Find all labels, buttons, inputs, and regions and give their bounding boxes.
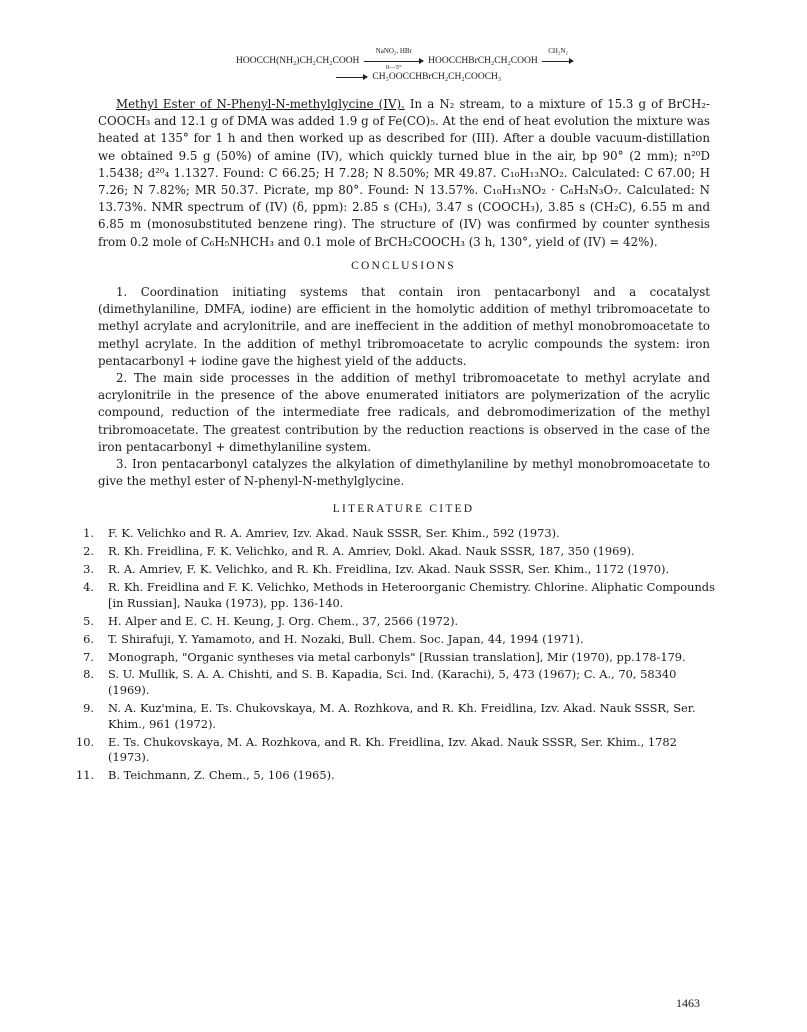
reference-text: T. Shirafuji, Y. Yamamoto, and H. Nozaki, Bull. Chem. Soc. Japan, 44, 1994 (1971). [108, 631, 584, 646]
reference-text: N. A. Kuz'mina, E. Ts. Chukovskaya, M. A. Rozhkova, and R. Kh. Freidlina, Izv. Akad. Nauk SSSR, Ser. Khim., 961 (1972). [108, 701, 696, 731]
reference-number: 5. [83, 613, 94, 628]
page-number: 1463 [676, 996, 700, 1010]
reference-item [76, 632, 716, 648]
conclusion-item-1: 1. Coordination initiating systems that contain iron pentacarbonyl and a cocatalyst (dimethylaniline, DMFA, iodine) are efficient in the homolytic addition of methyl tribromoacetate to methyl acrylate and acrylonitrile, and are ineffecient in the addition of methyl monobromoacetate to methyl acrylate. In the addition of methyl tribromoacetate to acrylic compounds the system: iron pentacarbonyl + iodine gave the highest yield of the adducts. [98, 285, 710, 368]
reference-item [76, 768, 716, 784]
reagent-1-label: NaNO₂, HBr [375, 47, 412, 55]
scheme-line-1 [236, 47, 576, 71]
reference-item [76, 701, 716, 732]
reaction-arrow-2 [542, 47, 574, 66]
scheme-product: CH₃OOCCHBrCH₂CH₂COOCH₃ [372, 72, 502, 83]
reference-item [76, 667, 716, 698]
experimental-lead: Methyl Ester of N-Phenyl-N-methylglycine (IV). [116, 97, 405, 111]
reaction-arrow-3 [336, 72, 368, 82]
reaction-arrow-1 [364, 47, 424, 71]
scheme-line-2 [334, 72, 501, 82]
reference-item [76, 650, 716, 666]
scheme-reactant: HOOCCH(NH₂)CH₂CH₂COOH [236, 56, 360, 67]
reference-text: Monograph, "Organic syntheses via metal carbonyls" [Russian translation], Mir (1970), pp.178-179. [108, 649, 686, 664]
reference-text: F. K. Velichko and R. A. Amriev, Izv. Akad. Nauk SSSR, Ser. Khim., 592 (1973). [108, 526, 560, 540]
reference-number: 8. [83, 667, 94, 682]
reference-text: R. Kh. Freidlina, F. K. Velichko, and R. A. Amriev, Dokl. Akad. Nauk SSSR, 187, 350 (1969). [108, 543, 635, 558]
literature-heading: LITERATURE CITED [332, 503, 475, 515]
reference-number: 4. [83, 579, 94, 594]
reference-number: 6. [83, 631, 94, 646]
reference-number: 2. [83, 543, 94, 558]
reference-text: H. Alper and E. C. H. Keung, J. Org. Chem., 37, 2566 (1972). [108, 613, 459, 628]
reaction-scheme [0, 44, 807, 90]
reference-number: 10. [76, 734, 95, 749]
reagent-1-condition: 0—5° [385, 64, 402, 71]
reference-text: B. Teichmann, Z. Chem., 5, 106 (1965). [108, 768, 335, 783]
scheme-intermediate: HOOCCHBrCH₂CH₂COOH [428, 56, 538, 67]
conclusion-item-3: 3. Iron pentacarbonyl catalyzes the alkylation of dimethylaniline by methyl monobromoacetate to give the methyl ester of N-phenyl-N-methylglycine. [98, 457, 710, 489]
conclusion-item-2: 2. The main side processes in the addition of methyl tribromoacetate to methyl acrylate and acrylonitrile in the presence of the above enumerated initiators are polymerization of the acrylic compound, reduction of the intermediate free radicals, and debromodimerization of the methyl tribromoacetate. The greatest contribution by the reduction reactions is observed in the case of the iron pentacarbonyl + dimethylaniline system. [98, 371, 710, 454]
reference-item [76, 544, 716, 560]
reference-text: S. U. Mullik, S. A. A. Chishti, and S. B. Kapadia, Sci. Ind. (Karachi), 5, 473 (1967); C. A., 70, 58340 (1969). [108, 667, 677, 698]
reference-list [76, 526, 716, 786]
conclusions-heading: CONCLUSIONS [351, 260, 456, 272]
reference-number: 7. [83, 649, 94, 664]
reference-item [76, 526, 716, 542]
reference-text: E. Ts. Chukovskaya, M. A. Rozhkova, and R. Kh. Freidlina, Izv. Akad. Nauk SSSR, Ser. Khim., 1782 (1973). [108, 734, 677, 765]
reference-number: 9. [83, 701, 94, 716]
reference-text: R. Kh. Freidlina and F. K. Velichko, Methods in Heteroorganic Chemistry. Chlorine. Aliphatic Compounds [in Russian], Nauka (1973), pp. 136-140. [108, 579, 715, 610]
experimental-text: In a N₂ stream, to a mixture of 15.3 g of BrCH₂-COOCH₃ and 12.1 g of DMA was added 1.9 g of Fe(CO)₅. At the end of heat evolution the mixture was heated at 135° for 1 h and then worked up as described for (III). After a double vacuum-distillation we obtained 9.5 g (50%) of amine (IV), which quickly turned blue in the air, bp 90° (2 mm); n²⁰D 1.5438; d²⁰₄ 1.1327. Found: C 66.25; H 7.28; N 8.50%; MR 49.87. C₁₀H₁₃NO₂. Calculated: C 67.00; H 7.26; N 7.82%; MR 50.37. Picrate, mp 80°. Found: N 13.57%. C₁₀H₁₃NO₂ · C₆H₃N₃O₇. Calculated: N 13.73%. NMR spectrum of (IV) (δ, ppm): 2.85 s (CH₃), 3.47 s (COOCH₃), 3.85 s (CH₂C), 6.55 m and 6.85 m (monosubstituted benzene ring). The structure of (IV) was confirmed by counter synthesis from 0.2 mole of C₆H₅NHCH₃ and 0.1 mole of BrCH₂COOCH₃ (3 h, 130°, yield of (IV) = 42%). [98, 97, 710, 249]
reference-number: 11. [76, 768, 95, 783]
reagent-2-label: CH₂N₂ [548, 47, 568, 55]
reference-item [76, 580, 716, 611]
experimental-paragraph [98, 96, 710, 251]
reference-item [76, 735, 716, 766]
reference-number: 1. [83, 526, 94, 540]
reference-number: 3. [83, 561, 94, 576]
reference-text: R. A. Amriev, F. K. Velichko, and R. Kh. Freidlina, Izv. Akad. Nauk SSSR, Ser. Khim., 1172 (1970). [108, 561, 670, 576]
reference-item [76, 562, 716, 578]
reference-item [76, 614, 716, 630]
